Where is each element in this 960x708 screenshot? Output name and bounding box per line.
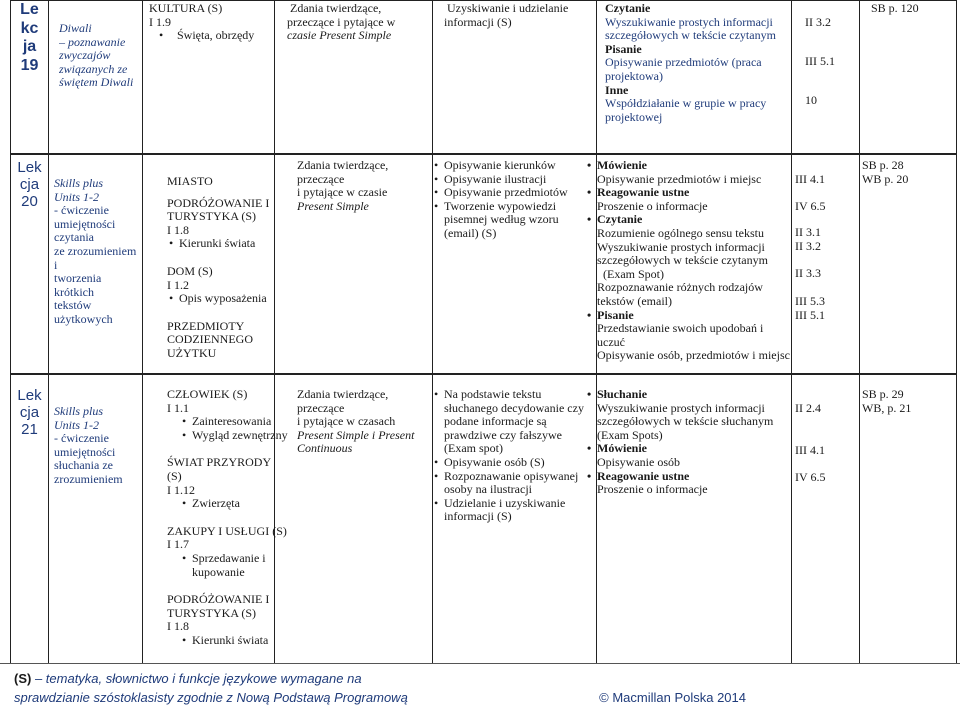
lesson-20-row bbox=[10, 154, 957, 374]
grammar-cell: • Zdania twierdzące, przeczące i pytające w czasie Present Simple bbox=[287, 2, 431, 43]
copyright: © Macmillan Polska 2014 bbox=[599, 690, 746, 705]
functions-cell: • Na podstawie tekstu słuchanego decydowanie czy podane informacje są prawdziwe czy fałszywe (Exam spot) • Opisywanie osób (S) • Rozpoznawanie opisywanej osoby na ilustracji • Udzielanie i uzyskiwanie informacji (S) bbox=[434, 388, 594, 524]
vocabulary-cell: KULTURA (S) I 1.9 • Święta, obrzędy bbox=[149, 2, 273, 43]
functions-cell: • Opisywanie kierunków • Opisywanie ilustracji • Opisywanie przedmiotów • Tworzenie wypowiedzi pisemnej według wzoru (email) (S) bbox=[434, 159, 594, 241]
skills-cell: • Czytanie Wyszukiwanie prostych informacji szczegółowych w tekście czytanym • Pisanie Opisywanie przedmiotów (praca projektowa) • Inne Współdziałanie w grupie w pracy projektowej bbox=[605, 2, 790, 124]
lesson-topic: Skills plus Units 1-2 - ćwiczenie umiejętności słuchania ze zrozumieniem bbox=[54, 405, 123, 486]
footer-note-line2: sprawdzianie szóstoklasisty zgodnie z Nową Podstawą Programową bbox=[14, 690, 408, 705]
book-pages: SB p. 120 bbox=[871, 2, 919, 15]
lesson-topic: Skills plus Units 1-2 - ćwiczenie umiejętności czytania ze zrozumieniem i tworzenia krótkich tekstów użytkowych bbox=[54, 177, 137, 326]
grammar-cell: • Zdania twierdzące, przeczące i pytające w czasie Present Simple bbox=[297, 159, 431, 213]
lesson-topic: Diwali – poznawanie zwyczajów związanych ze świętem Diwali bbox=[59, 22, 134, 90]
page-footer bbox=[0, 663, 960, 708]
book-pages: SB p. 28 WB p. 20 bbox=[862, 159, 909, 186]
lesson-number: Lek cja 20 bbox=[17, 159, 42, 210]
grammar-cell: • Zdania twierdzące, przeczące i pytające w czasach Present Simple i Present Continuous bbox=[297, 388, 431, 456]
vocabulary-cell: CZŁOWIEK (S) I 1.1 • Zainteresowania • Wygląd zewnętrzny ŚWIAT PRZYRODY (S) I 1.12 • Zwierzęta ZAKUPY I USŁUGI (S) I 1.7 • Sprzedawanie i kupowanie PODRÓŻOWANIE I TURYSTYKA (S) I 1.8 • Kierunki świata bbox=[167, 388, 299, 648]
curriculum-codes: II 3.2 III 5.1 10 bbox=[805, 16, 835, 108]
skills-cell: • Mówienie Opisywanie przedmiotów i miejsc • Reagowanie ustne Proszenie o informacje • Czytanie Rozumienie ogólnego sensu tekstu Wyszukiwanie prostych informacji szczegółowych w tekście czytanym (Exam Spot) Rozpoznawanie różnych rodzajów tekstów (email) • Pisanie Przedstawianie swoich upodobań i uczuć Opisywanie osób, przedmiotów i miejsc bbox=[587, 159, 791, 363]
book-pages: SB p. 29 WB, p. 21 bbox=[862, 388, 912, 415]
curriculum-codes: II 2.4 III 4.1 IV 6.5 bbox=[795, 402, 826, 485]
vocabulary-cell: MIASTO PODRÓŻOWANIE I TURYSTYKA (S) I 1.8 • Kierunki świata DOM (S) I 1.2 • Opis wyposażenia PRZEDMIOTY CODZIENNEGO UŻYTKU bbox=[167, 175, 274, 361]
lesson-21-row bbox=[10, 374, 957, 664]
lesson-number: Le kc ja 19 bbox=[20, 1, 39, 74]
footer-note-line1: (S) – tematyka, słownictwo i funkcje językowe wymagane na bbox=[14, 671, 362, 686]
skills-cell: • Słuchanie Wyszukiwanie prostych informacji szczegółowych w tekście słuchanym (Exam Spots) • Mówienie Opisywanie osób • Reagowanie ustne Proszenie o informacje bbox=[587, 388, 791, 497]
curriculum-codes: III 4.1 IV 6.5 II 3.1 II 3.2 II 3.3 III 5.3 III 5.1 bbox=[795, 173, 826, 322]
functions-cell: • Uzyskiwanie i udzielanie informacji (S) bbox=[444, 2, 594, 29]
lesson-number: Lek cja 21 bbox=[17, 387, 42, 438]
lesson-19-row bbox=[10, 0, 957, 154]
